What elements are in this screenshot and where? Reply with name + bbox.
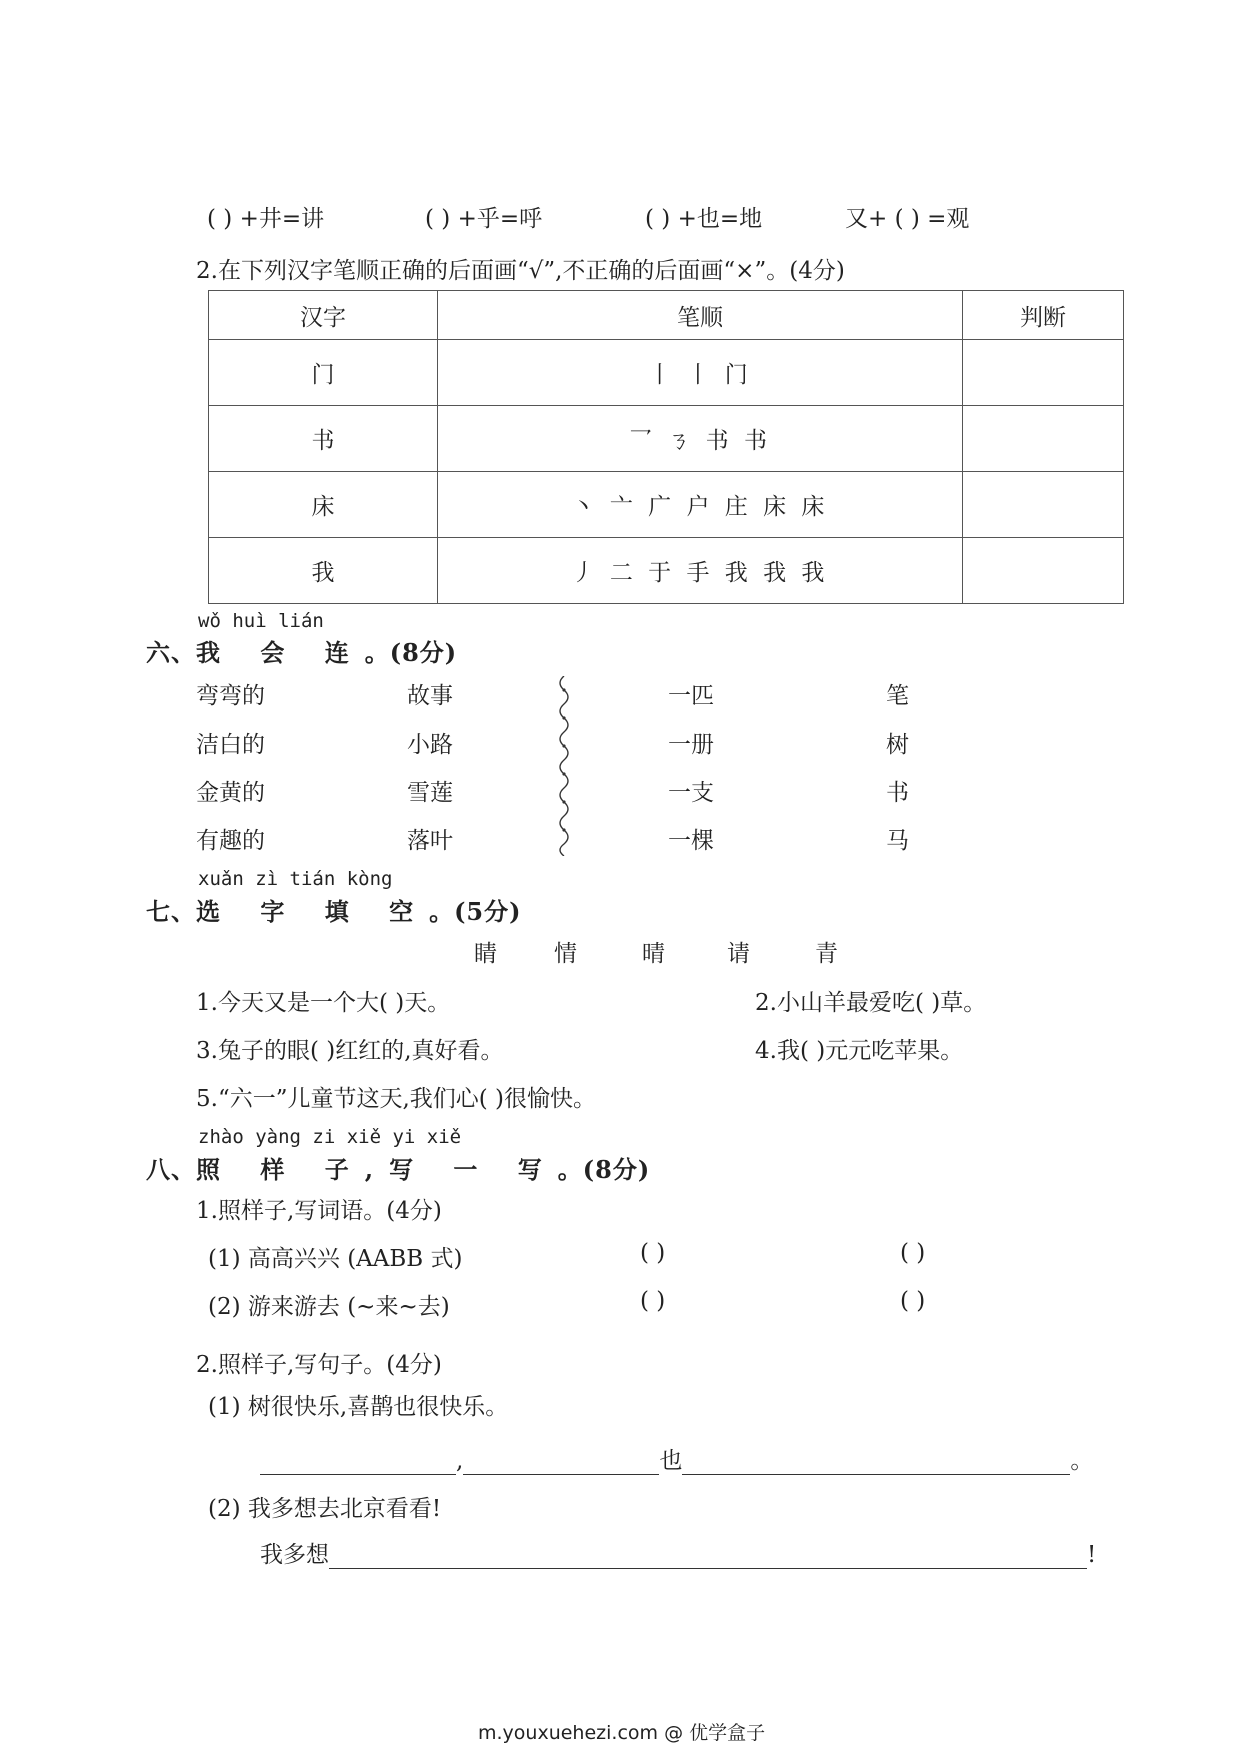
choice-char-5: 青	[815, 941, 838, 967]
s8-q2-example-1: (1) 树很快乐,喜鹊也很快乐。	[208, 1394, 509, 1420]
match-right-measure-2[interactable]: 一册	[668, 732, 714, 758]
section-8-title: 照 样 子,写 一 写	[196, 1155, 558, 1184]
table-row	[209, 340, 1124, 406]
section-8-heading	[146, 1150, 650, 1185]
row-strokes: 乛 ㄋ 书 书	[438, 406, 963, 472]
row-judge-cell[interactable]	[963, 538, 1124, 604]
match-left-noun-4[interactable]: 落叶	[407, 828, 453, 854]
match-left-noun-3[interactable]: 雪莲	[407, 780, 453, 806]
match-left-adj-4[interactable]: 有趣的	[196, 828, 265, 854]
section-7-title: 选 字 填 空	[196, 897, 430, 926]
match-right-noun-4[interactable]: 马	[886, 828, 909, 854]
row-char: 书	[209, 406, 438, 472]
match-right-measure-4[interactable]: 一棵	[668, 828, 714, 854]
match-left-noun-2[interactable]: 小路	[407, 732, 453, 758]
row-judge-cell[interactable]	[963, 340, 1124, 406]
answer-end: !	[1087, 1542, 1097, 1568]
match-left-noun-1[interactable]: 故事	[407, 683, 453, 709]
table-header-char: 汉字	[209, 291, 438, 340]
section-6-number: 六、	[146, 638, 196, 667]
answer-end: 。	[1070, 1448, 1094, 1474]
match-right-measure-1[interactable]: 一匹	[668, 683, 714, 709]
match-right-noun-3[interactable]: 书	[886, 780, 909, 806]
choice-char-3: 晴	[642, 941, 665, 967]
s8-q1-item-1-blank-2[interactable]: ( )	[900, 1240, 926, 1266]
table-row	[209, 538, 1124, 604]
s8-question-2-title: 2.照样子,写句子。(4分)	[196, 1352, 442, 1378]
s8-q1-item-1-label: (1) 高高兴兴 (AABB 式)	[208, 1246, 463, 1272]
s8-q2-answer-line-1	[260, 1442, 1093, 1475]
section-7-score: 。(5分)	[429, 897, 522, 926]
fill-item-2[interactable]: 2.小山羊最爱吃( )草。	[755, 990, 987, 1016]
match-right-noun-1[interactable]: 笔	[886, 683, 909, 709]
row-char: 我	[209, 538, 438, 604]
section-8-number: 八、	[146, 1155, 196, 1184]
word-formula-3: ( ) +也=地	[645, 206, 763, 232]
fill-item-3[interactable]: 3.兔子的眼( )红红的,真好看。	[196, 1038, 504, 1064]
section-7-pinyin: xuǎn zì tián kòng	[198, 868, 393, 890]
row-char: 门	[209, 340, 438, 406]
row-strokes: 丨 丨 门	[438, 340, 963, 406]
fill-item-4[interactable]: 4.我( )元元吃苹果。	[755, 1038, 964, 1064]
row-strokes: 丿 二 于 手 我 我 我	[438, 538, 963, 604]
answer-mid: 也	[659, 1448, 683, 1474]
match-left-adj-1[interactable]: 弯弯的	[196, 683, 265, 709]
s8-q2-answer-line-2	[260, 1536, 1096, 1569]
fill-item-5[interactable]: 5.“六一”儿童节这天,我们心( )很愉快。	[196, 1086, 597, 1112]
s8-q1-item-1-blank-1[interactable]: ( )	[640, 1240, 666, 1266]
section-6-heading	[146, 633, 457, 668]
wavy-divider	[552, 676, 576, 856]
fill-item-1[interactable]: 1.今天又是一个大( )天。	[196, 990, 451, 1016]
row-judge-cell[interactable]	[963, 472, 1124, 538]
section-6-score: 。(8分)	[364, 638, 458, 667]
section-8-score: 。(8分)	[557, 1155, 651, 1184]
s8-q1-item-2-blank-2[interactable]: ( )	[900, 1288, 926, 1314]
answer-start: 我多想	[260, 1542, 329, 1568]
s8-question-1-title: 1.照样子,写词语。(4分)	[196, 1198, 442, 1224]
match-right-noun-2[interactable]: 树	[886, 732, 909, 758]
section-6-pinyin: wǒ huì lián	[198, 610, 324, 632]
footer-watermark: m.youxuehezi.com @ 优学盒子	[478, 1722, 766, 1744]
word-formula-4: 又+ ( ) =观	[845, 206, 970, 232]
row-strokes: 丶 亠 广 户 庄 床 床	[438, 472, 963, 538]
table-header-judge: 判断	[963, 291, 1124, 340]
question-2-title: 2.在下列汉字笔顺正确的后面画“√”,不正确的后面画“×”。(4分)	[196, 258, 845, 284]
word-formula-1: ( ) +井=讲	[207, 206, 325, 232]
section-7-heading	[146, 892, 522, 927]
table-row	[209, 472, 1124, 538]
row-judge-cell[interactable]	[963, 406, 1124, 472]
match-left-adj-2[interactable]: 洁白的	[196, 732, 265, 758]
choice-char-4: 请	[727, 941, 750, 967]
answer-blank[interactable]	[463, 1450, 659, 1475]
section-7-number: 七、	[146, 897, 196, 926]
row-char: 床	[209, 472, 438, 538]
answer-blank[interactable]	[329, 1544, 1087, 1569]
match-left-adj-3[interactable]: 金黄的	[196, 780, 265, 806]
s8-q1-item-2-blank-1[interactable]: ( )	[640, 1288, 666, 1314]
table-header-strokes: 笔顺	[438, 291, 963, 340]
match-right-measure-3[interactable]: 一支	[668, 780, 714, 806]
choice-char-2: 情	[554, 941, 577, 967]
answer-comma: ,	[456, 1448, 464, 1474]
s8-q1-item-2-label: (2) 游来游去 (~来~去)	[208, 1294, 450, 1320]
section-6-title: 我 会 连	[196, 638, 365, 667]
choice-char-1: 睛	[474, 941, 497, 967]
word-formula-2: ( ) +乎=呼	[425, 206, 543, 232]
section-8-pinyin: zhào yàng zi xiě yi xiě	[198, 1126, 462, 1148]
answer-blank[interactable]	[260, 1450, 456, 1475]
answer-blank[interactable]	[682, 1450, 1070, 1475]
stroke-order-table	[208, 290, 1124, 604]
table-row	[209, 406, 1124, 472]
s8-q2-example-2: (2) 我多想去北京看看!	[208, 1496, 442, 1522]
